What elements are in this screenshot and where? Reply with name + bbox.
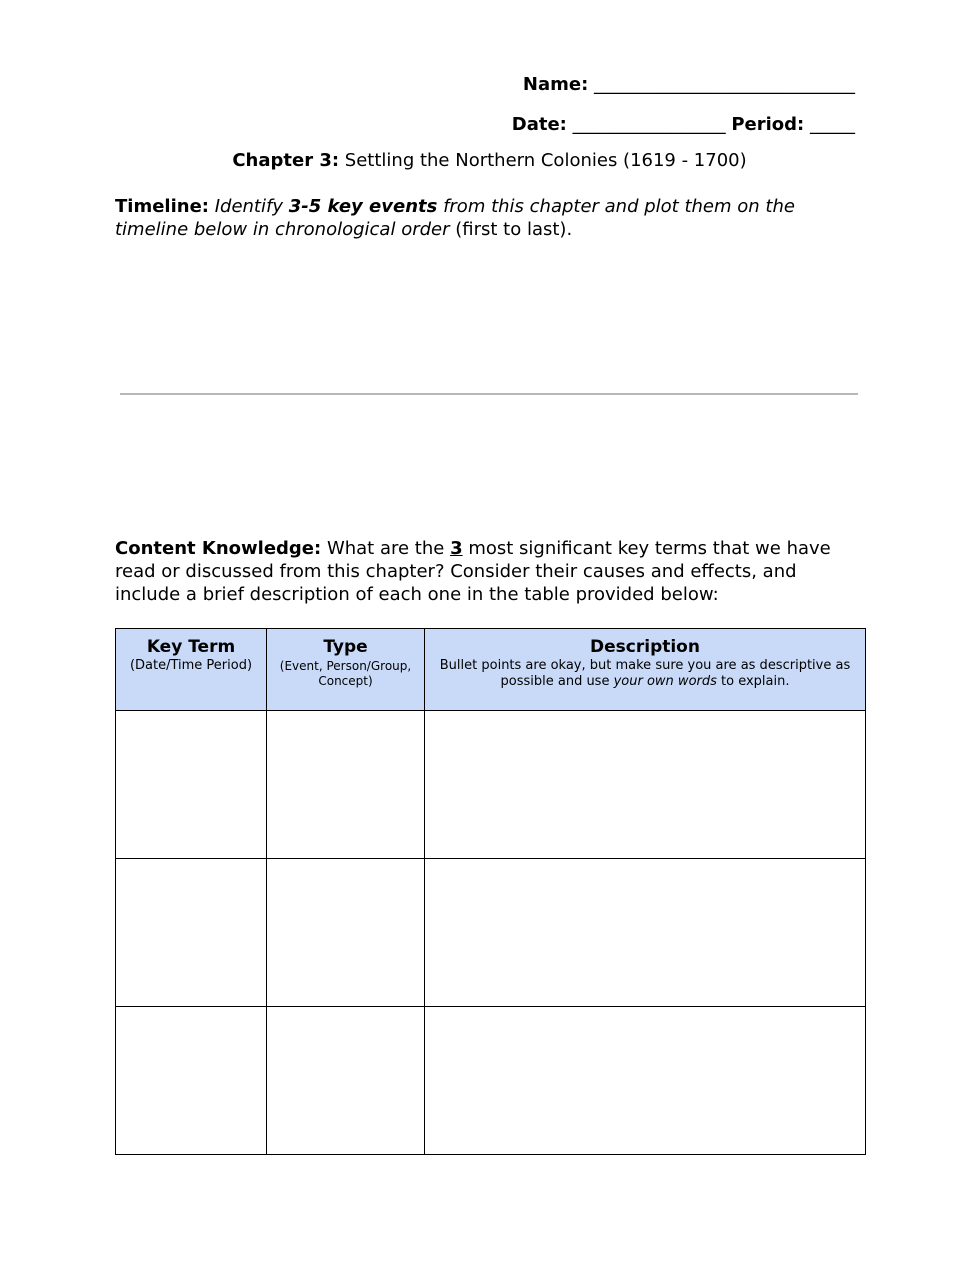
description-cell[interactable] (425, 1007, 866, 1155)
type-cell[interactable] (267, 1007, 425, 1155)
timeline-key-events: 3-5 key events (288, 196, 438, 217)
date-label: Date: (511, 114, 567, 135)
description-subtitle-2: to explain. (721, 674, 790, 689)
content-text-2: most significant key terms that we have read or discussed from this chapter? Consider their causes and effects, and include a brief description of each one in the table provided below: (115, 538, 831, 605)
key-term-subtitle: (Date/Time Period) (129, 658, 253, 673)
date-field[interactable]: _________________ (572, 114, 726, 135)
name-field[interactable]: _____________________________ (594, 74, 855, 95)
chapter-heading (0, 150, 979, 171)
name-line (523, 74, 855, 95)
date-period-line (512, 114, 855, 135)
description-header (425, 629, 866, 711)
period-label: Period: (731, 114, 805, 135)
timeline-text-1: Identify (214, 196, 283, 217)
type-subtitle: (Event, Person/Group, Concept) (279, 659, 412, 688)
content-knowledge-label: Content Knowledge: (115, 538, 322, 559)
key-term-cell[interactable] (116, 1007, 267, 1155)
type-header (267, 629, 425, 711)
chapter-title: Settling the Northern Colonies (1619 - 1700) (344, 150, 747, 171)
type-title: Type (323, 637, 368, 657)
description-subtitle (425, 658, 865, 690)
key-term-title: Key Term (146, 637, 236, 657)
timeline-text-3: (first to last). (455, 219, 573, 240)
name-label: Name: (522, 74, 589, 95)
description-subtitle-italic: your own words (613, 674, 717, 689)
content-number: 3 (450, 538, 463, 559)
chapter-label: Chapter 3: (232, 150, 340, 171)
table-header-row (116, 629, 866, 711)
description-title: Description (590, 637, 700, 657)
table-row (116, 1007, 866, 1155)
key-terms-table (115, 628, 866, 1155)
type-cell[interactable] (267, 859, 425, 1007)
table-row (116, 711, 866, 859)
table-row (116, 859, 866, 1007)
content-text-1: What are the (326, 538, 445, 559)
timeline-text-2: from this chapter and plot them on the timeline below in chronological order (115, 196, 795, 240)
timeline-label: Timeline: (115, 196, 209, 217)
key-term-cell[interactable] (116, 859, 267, 1007)
description-cell[interactable] (425, 711, 866, 859)
timeline-line[interactable] (120, 393, 858, 395)
timeline-instructions (115, 195, 865, 241)
description-subtitle-1: Bullet points are okay, but make sure you are as descriptive as possible and use (439, 658, 851, 689)
key-term-header (116, 629, 267, 711)
description-cell[interactable] (425, 859, 866, 1007)
period-field[interactable]: _____ (810, 114, 855, 135)
key-term-cell[interactable] (116, 711, 267, 859)
type-cell[interactable] (267, 711, 425, 859)
content-knowledge-instructions (115, 537, 865, 606)
